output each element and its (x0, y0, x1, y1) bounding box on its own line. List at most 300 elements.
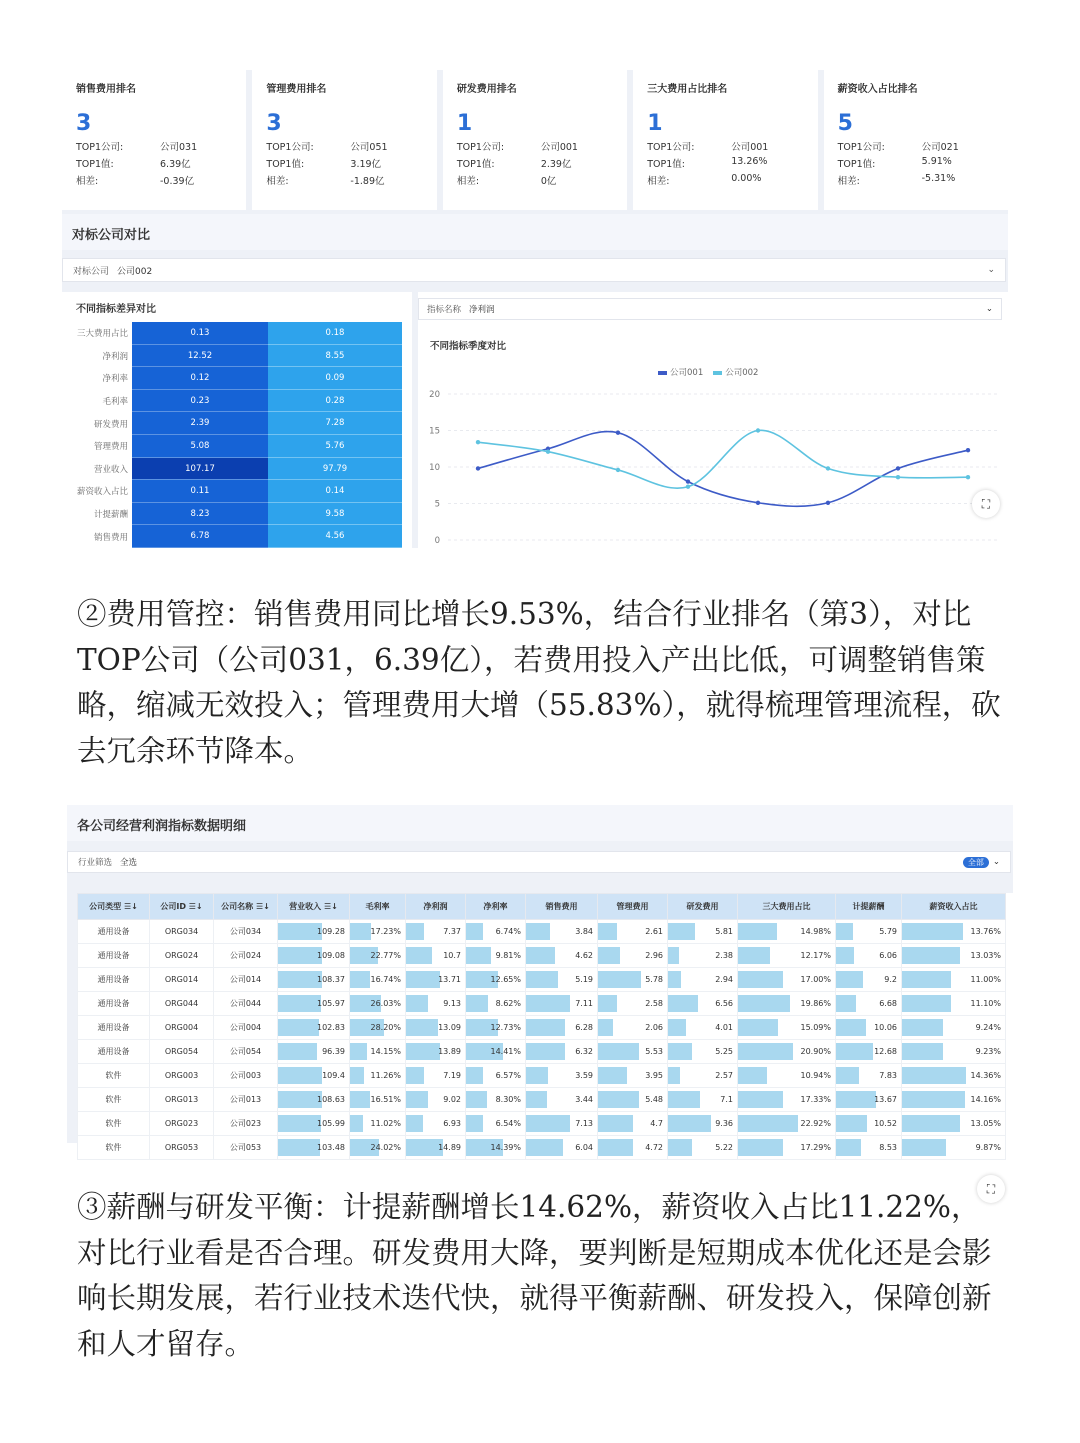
heatmap-cell-company002[interactable]: 9.58 (268, 503, 402, 526)
table-cell-bar (836, 1115, 867, 1132)
table-cell-bar (350, 1067, 364, 1084)
heatmap-row-label: 计提薪酬 (93, 510, 128, 521)
kpi-row-company: TOP1公司: 公司051 (266, 142, 388, 153)
table-cell-bar (836, 923, 853, 940)
table-cell-bar (902, 1091, 965, 1108)
table-cell-value: 14.98% (800, 927, 831, 936)
column-header[interactable]: 净利率 (466, 894, 526, 920)
table-cell-value: 8.53 (879, 1143, 897, 1152)
table-cell: ORG044 (150, 992, 214, 1016)
series-point-2[interactable] (966, 475, 970, 479)
table-cell-value: 2.94 (715, 975, 733, 984)
table-cell-value: 11.26% (370, 1071, 401, 1080)
series-point-1[interactable] (896, 466, 900, 470)
table-cell (466, 968, 526, 992)
table-cell: ORG013 (150, 1088, 214, 1112)
kpi-rank: 3 (266, 111, 282, 136)
table-cell (466, 1064, 526, 1088)
table-cell (406, 1016, 466, 1040)
table-cell (350, 1064, 406, 1088)
table-cell (466, 920, 526, 944)
heatmap-cell-company002[interactable]: 0.28 (268, 390, 402, 413)
table-cell: 软件 (78, 1136, 150, 1160)
series-line-1[interactable] (478, 432, 968, 507)
chevron-down-icon: ⌄ (992, 857, 1000, 867)
table-cell-value: 14.16% (970, 1095, 1001, 1104)
indicator-select[interactable] (418, 298, 1002, 320)
table-cell-bar (902, 1067, 966, 1084)
kpi-rank: 5 (837, 111, 853, 136)
indicator-value: 净利润 (469, 305, 495, 315)
table-cell-value: 12.65% (490, 975, 521, 984)
table-cell-value: 6.28 (575, 1023, 593, 1032)
table-cell-value: 4.72 (645, 1143, 663, 1152)
table-cell-value: 10.52 (874, 1119, 897, 1128)
heatmap-row-label: 净利率 (102, 374, 128, 385)
table-cell: 公司024 (214, 944, 278, 968)
table-cell-bar (836, 1067, 859, 1084)
series-line-2[interactable] (478, 430, 968, 488)
table-cell-bar (668, 1091, 700, 1108)
heatmap-cell-company001[interactable]: 6.78 (132, 525, 268, 548)
table-cell: 公司054 (214, 1040, 278, 1064)
column-header[interactable]: 公司名称 ☰↓ (214, 894, 278, 920)
table-row[interactable] (78, 1040, 1006, 1064)
kpi-row-value: TOP1值: 13.26% (647, 156, 768, 170)
table-cell (902, 968, 1006, 992)
table-cell-value: 3.84 (575, 927, 593, 936)
series-point-2[interactable] (756, 428, 760, 432)
series-point-2[interactable] (686, 485, 690, 489)
table-cell-bar (466, 947, 491, 964)
table-cell-bar (738, 1115, 798, 1132)
table-cell-bar (668, 971, 681, 988)
y-tick-label: 5 (434, 499, 440, 510)
table-cell-bar (598, 1067, 627, 1084)
table-row[interactable] (78, 1088, 1006, 1112)
kpi-card-admin (252, 70, 436, 210)
table-cell-value: 6.74% (495, 927, 521, 936)
table-cell: 通用设备 (78, 920, 150, 944)
table-cell (598, 968, 668, 992)
filter-value: 全选 (120, 858, 138, 868)
table-cell: 公司004 (214, 1016, 278, 1040)
heatmap-cell-company002[interactable]: 97.79 (268, 458, 402, 481)
heatmap-cell-company002[interactable]: 0.09 (268, 367, 402, 390)
table-cell (902, 1040, 1006, 1064)
table-cell-bar (526, 1091, 547, 1108)
column-header[interactable]: 公司类型 ☰↓ (78, 894, 150, 920)
chevron-down-icon: ⌄ (985, 304, 993, 314)
table-cell-value: 5.78 (645, 975, 663, 984)
table-cell-value: 4.7 (650, 1119, 663, 1128)
table-cell-value: 15.09% (800, 1023, 831, 1032)
column-header[interactable]: 管理费用 (598, 894, 668, 920)
heatmap-row-label: 薪资收入占比 (76, 487, 128, 498)
table-row[interactable] (78, 1016, 1006, 1040)
table-cell: ORG003 (150, 1064, 214, 1088)
table-cell-value: 20.90% (800, 1047, 831, 1056)
data-table (77, 893, 1006, 1160)
heatmap-cell-company002[interactable]: 5.76 (268, 435, 402, 458)
table-cell (836, 920, 902, 944)
table-cell-value: 17.00% (800, 975, 831, 984)
table-cell (278, 920, 350, 944)
table-cell (526, 1040, 598, 1064)
table-cell-bar (526, 1019, 565, 1036)
table-cell (466, 944, 526, 968)
table-cell (526, 920, 598, 944)
table-cell (350, 944, 406, 968)
table-cell (598, 1040, 668, 1064)
table-cell (902, 1016, 1006, 1040)
table-cell-value: 13.71 (438, 975, 461, 984)
table-cell (406, 1040, 466, 1064)
table-cell-value: 11.02% (370, 1119, 401, 1128)
table-cell-bar (278, 995, 321, 1012)
column-header[interactable]: 三大费用占比 (738, 894, 836, 920)
table-cell-value: 2.06 (645, 1023, 663, 1032)
table-cell-bar (406, 1067, 424, 1084)
table-cell-value: 5.79 (879, 927, 897, 936)
table-cell-bar (738, 1019, 778, 1036)
table-cell-bar (668, 1019, 686, 1036)
table-cell (350, 1016, 406, 1040)
heatmap-cell-company001[interactable]: 0.12 (132, 367, 268, 390)
table-cell-value: 12.73% (490, 1023, 521, 1032)
table-cell (836, 1064, 902, 1088)
table-cell-bar (598, 1043, 639, 1060)
table-cell-bar (598, 1019, 613, 1036)
table-cell-bar (738, 947, 770, 964)
table-cell (406, 1112, 466, 1136)
heatmap-panel (62, 292, 412, 548)
table-cell-value: 9.24% (975, 1023, 1001, 1032)
column-header[interactable]: 研发费用 (668, 894, 738, 920)
table-cell-value: 17.23% (370, 927, 401, 936)
table-cell (278, 1064, 350, 1088)
table-cell-value: 17.33% (800, 1095, 831, 1104)
table-cell (836, 968, 902, 992)
table-cell (406, 944, 466, 968)
fullscreen-icon[interactable]: ⛶ (977, 1175, 1005, 1203)
table-cell-value: 6.54% (495, 1119, 521, 1128)
heatmap-cell-company002[interactable]: 8.55 (268, 345, 402, 368)
series-point-2[interactable] (826, 466, 830, 470)
series-point-1[interactable] (756, 501, 760, 505)
table-cell-bar (598, 1115, 633, 1132)
table-cell (350, 1088, 406, 1112)
table-cell-bar (350, 971, 370, 988)
table-cell-bar (738, 971, 783, 988)
table-cell-value: 3.44 (575, 1095, 593, 1104)
table-row[interactable] (78, 944, 1006, 968)
column-header[interactable]: 计提薪酬 (836, 894, 902, 920)
kpi-title: 销售费用排名 (76, 84, 136, 95)
table-cell-value: 14.36% (970, 1071, 1001, 1080)
column-header[interactable]: 薪资收入占比 (902, 894, 1006, 920)
table-cell (526, 992, 598, 1016)
table-cell (902, 920, 1006, 944)
table-cell-value: 9.13 (443, 999, 461, 1008)
table-cell-bar (738, 1139, 783, 1156)
table-cell (278, 944, 350, 968)
kpi-rank: 1 (456, 111, 473, 136)
heatmap-cell-company001[interactable]: 0.13 (132, 322, 268, 345)
table-cell (668, 1136, 738, 1160)
table-cell-value: 5.25 (715, 1047, 733, 1056)
table-cell-value: 13.89 (438, 1047, 461, 1056)
kpi-row-diff: 相差: -1.89亿 (266, 176, 385, 187)
table-cell: ORG014 (150, 968, 214, 992)
table-row[interactable] (78, 1112, 1006, 1136)
table-cell-value: 7.13 (575, 1119, 593, 1128)
heatmap (62, 322, 412, 548)
column-header[interactable]: 营业收入 ☰↓ (278, 894, 350, 920)
table-cell-value: 28.20% (370, 1023, 401, 1032)
table-cell-value: 108.63 (317, 1095, 345, 1104)
kpi-row-company: TOP1公司: 公司001 (456, 142, 578, 153)
table-cell (668, 1112, 738, 1136)
kpi-row-value: TOP1值: 6.39亿 (76, 159, 191, 170)
table-cell: ORG004 (150, 1016, 214, 1040)
table-cell (738, 992, 836, 1016)
table-cell: 软件 (78, 1112, 150, 1136)
table-cell-bar (466, 1067, 483, 1084)
table-cell (526, 968, 598, 992)
heatmap-cell-company002[interactable]: 4.56 (268, 525, 402, 548)
heatmap-cell-company001[interactable]: 8.23 (132, 503, 268, 526)
filter-pill[interactable]: 全部 (963, 857, 989, 868)
heatmap-row-label: 净利润 (102, 351, 128, 362)
table-cell-bar (278, 923, 322, 940)
table-cell-bar (278, 1139, 320, 1156)
table-cell: ORG034 (150, 920, 214, 944)
kpi-row-company: TOP1公司: 公司001 (647, 142, 769, 153)
table-cell (466, 1136, 526, 1160)
table-cell-bar (466, 1115, 483, 1132)
table-cell-bar (466, 995, 488, 1012)
table-cell: 公司053 (214, 1136, 278, 1160)
table-cell-value: 10.06 (874, 1023, 897, 1032)
table-cell-value: 4.62 (575, 951, 593, 960)
table-cell: 公司014 (214, 968, 278, 992)
series-point-1[interactable] (826, 501, 830, 505)
table-cell-bar (668, 1139, 692, 1156)
table-cell-bar (738, 1043, 793, 1060)
kpi-title: 管理费用排名 (266, 84, 327, 95)
table-cell-bar (836, 1139, 861, 1156)
table-cell (668, 920, 738, 944)
table-cell (598, 1088, 668, 1112)
table-cell-bar (836, 1043, 873, 1060)
table-cell-bar (836, 1019, 866, 1036)
table-cell-value: 108.37 (317, 975, 345, 984)
legend-item-series1[interactable]: 公司001 (658, 366, 703, 378)
table-cell-bar (406, 1019, 438, 1036)
table-cell: 通用设备 (78, 1016, 150, 1040)
benchmark-company-select[interactable] (62, 258, 1006, 282)
column-header[interactable]: 净利润 (406, 894, 466, 920)
table-cell (526, 1136, 598, 1160)
detail-table-dashboard (67, 805, 1013, 1196)
table-cell (598, 944, 668, 968)
line-chart-panel (418, 292, 1008, 548)
heatmap-row (62, 435, 412, 458)
table-cell (668, 944, 738, 968)
chevron-down-icon: ⌄ (987, 265, 995, 275)
table-cell-value: 14.39% (490, 1143, 521, 1152)
table-cell-bar (668, 947, 679, 964)
table-cell-bar (526, 1067, 548, 1084)
kpi-title: 薪资收入占比排名 (837, 84, 918, 95)
table-cell (836, 944, 902, 968)
table-cell-value: 5.19 (575, 975, 593, 984)
table-cell (350, 992, 406, 1016)
table-cell-bar (406, 923, 424, 940)
heatmap-row-label: 营业收入 (93, 464, 128, 475)
table-cell-value: 19.86% (800, 999, 831, 1008)
series-point-1[interactable] (966, 448, 970, 452)
table-cell-value: 8.62% (495, 999, 521, 1008)
table-row[interactable] (78, 1064, 1006, 1088)
table-cell (738, 1040, 836, 1064)
table-cell (668, 1040, 738, 1064)
kpi-row-value: TOP1值: 3.19亿 (266, 159, 382, 170)
table-row[interactable] (78, 920, 1006, 944)
heatmap-cell-company001[interactable]: 12.52 (132, 345, 268, 368)
table-cell-value: 2.58 (645, 999, 663, 1008)
table-cell (738, 1016, 836, 1040)
filter-label: 行业筛选 (78, 858, 113, 868)
kpi-row (62, 70, 1008, 210)
heatmap-title: 不同指标差异对比 (76, 304, 156, 315)
table-cell: 通用设备 (78, 968, 150, 992)
series-point-1[interactable] (686, 479, 690, 483)
series-point-1[interactable] (616, 430, 620, 434)
table-cell (406, 968, 466, 992)
table-cell-value: 22.77% (370, 951, 401, 960)
table-cell (598, 1136, 668, 1160)
table-cell-value: 5.22 (715, 1143, 733, 1152)
y-tick-label: 0 (434, 536, 440, 546)
heatmap-cell-company001[interactable]: 2.39 (132, 412, 268, 435)
industry-filter-select[interactable] (67, 851, 1011, 873)
filter-value: 公司002 (117, 266, 153, 277)
table-cell (738, 920, 836, 944)
chart-legend[interactable] (658, 366, 758, 378)
table-row[interactable] (78, 1136, 1006, 1160)
table-cell (836, 1112, 902, 1136)
heatmap-cell-company001[interactable]: 0.23 (132, 390, 268, 413)
series-point-2[interactable] (616, 468, 620, 472)
heatmap-cell-company001[interactable]: 5.08 (132, 435, 268, 458)
table-cell-value: 5.53 (645, 1047, 663, 1056)
table-cell (350, 920, 406, 944)
table-cell-value: 4.01 (715, 1023, 733, 1032)
series-point-2[interactable] (476, 440, 480, 444)
legend-item-series2[interactable]: 公司002 (713, 366, 758, 378)
table-cell: 通用设备 (78, 992, 150, 1016)
heatmap-row (62, 390, 412, 413)
table-cell (836, 1016, 902, 1040)
kpi-card-rd (443, 70, 627, 210)
table-cell: ORG053 (150, 1136, 214, 1160)
table-cell-bar (902, 1115, 960, 1132)
table-cell-bar (738, 1067, 767, 1084)
table-cell (466, 1016, 526, 1040)
table-cell (526, 944, 598, 968)
table-cell: 软件 (78, 1088, 150, 1112)
table-cell: 公司013 (214, 1088, 278, 1112)
table-row[interactable] (78, 992, 1006, 1016)
table-cell-value: 2.57 (715, 1071, 733, 1080)
table-cell-bar (668, 1043, 692, 1060)
heatmap-cell-company002[interactable]: 7.28 (268, 412, 402, 435)
table-cell-bar (406, 1043, 440, 1060)
kpi-title: 三大费用占比排名 (647, 84, 728, 95)
table-cell (902, 1112, 1006, 1136)
table-cell-bar (668, 923, 695, 940)
kpi-row-company: TOP1公司: 公司021 (837, 142, 959, 153)
table-row[interactable] (78, 968, 1006, 992)
column-header[interactable]: 公司ID ☰↓ (150, 894, 214, 920)
y-tick-label: 20 (429, 390, 440, 400)
table-cell-bar (350, 1091, 370, 1108)
table-cell-bar (350, 923, 371, 940)
kpi-row-diff: 相差: -5.31% (837, 173, 956, 187)
table-cell-bar (466, 923, 483, 940)
heatmap-row-label: 研发费用 (93, 419, 128, 430)
heatmap-cell-company002[interactable]: 0.14 (268, 480, 402, 503)
fullscreen-icon[interactable]: ⛶ (972, 490, 1000, 518)
heatmap-cell-company002[interactable]: 0.18 (268, 322, 402, 345)
table-cell-bar (278, 971, 322, 988)
table-cell-bar (598, 971, 641, 988)
table-cell-value: 3.59 (575, 1071, 593, 1080)
table-cell-value: 12.68 (874, 1047, 897, 1056)
table-cell-value: 22.92% (800, 1119, 831, 1128)
table-cell-bar (668, 1067, 680, 1084)
table-cell-bar (836, 947, 854, 964)
table-cell-value: 7.37 (443, 927, 461, 936)
table-cell-value: 17.29% (800, 1143, 831, 1152)
table-cell (278, 1040, 350, 1064)
table-cell-value: 2.96 (645, 951, 663, 960)
kpi-row-company: TOP1公司: 公司031 (76, 142, 198, 153)
table-cell (738, 1112, 836, 1136)
series-point-2[interactable] (546, 449, 550, 453)
table-cell-bar (526, 923, 550, 940)
heatmap-cell-company001[interactable]: 0.11 (132, 480, 268, 503)
table-cell-value: 12.17% (800, 951, 831, 960)
heatmap-cell-company001[interactable]: 107.17 (132, 458, 268, 481)
column-header[interactable]: 销售费用 (526, 894, 598, 920)
table-cell-value: 105.99 (317, 1119, 345, 1128)
table-cell (902, 1064, 1006, 1088)
table-cell (598, 1112, 668, 1136)
table-cell (738, 968, 836, 992)
column-header[interactable]: 毛利率 (350, 894, 406, 920)
series-point-2[interactable] (896, 475, 900, 479)
table-cell-value: 14.89 (438, 1143, 461, 1152)
table-cell (598, 1064, 668, 1088)
table-cell (406, 1136, 466, 1160)
table-cell-bar (598, 1139, 633, 1156)
table-cell-bar (598, 1091, 639, 1108)
series-point-1[interactable] (476, 466, 480, 470)
table-cell-value: 105.97 (317, 999, 345, 1008)
